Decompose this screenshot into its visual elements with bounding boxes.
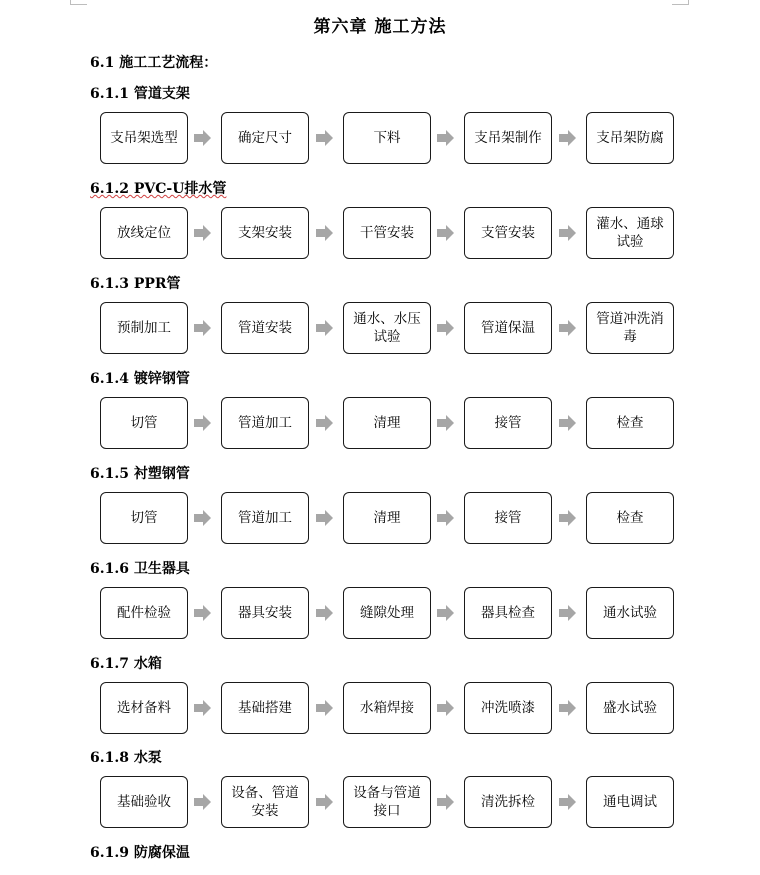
arrow-right-icon: [316, 414, 334, 432]
arrow-right-icon: [194, 319, 212, 337]
arrow-right-icon: [194, 224, 212, 242]
process-step-box: 管道加工: [221, 492, 309, 544]
process-step-box: 器具安装: [221, 587, 309, 639]
process-step-box: 灌水、通球试验: [586, 207, 674, 259]
process-flow-row: [100, 587, 674, 641]
chapter-title: 第六章 施工方法: [313, 17, 447, 37]
process-step-box: 冲洗喷漆: [464, 682, 552, 734]
process-step-box: 基础搭建: [221, 682, 309, 734]
process-step-box: 支吊架选型: [100, 112, 188, 164]
subsection-heading: [90, 558, 190, 578]
process-step-box: 管道保温: [464, 302, 552, 354]
arrow-right-icon: [194, 699, 212, 717]
subsection-heading: [90, 747, 162, 767]
arrow-right-icon: [194, 604, 212, 622]
subsection-heading-text: 6.1.5 衬塑钢管: [90, 466, 190, 482]
subsection-heading: [90, 178, 226, 198]
arrow-right-icon: [316, 699, 334, 717]
arrow-right-icon: [437, 129, 455, 147]
subsection-heading-text: 6.1.3 PPR管: [90, 276, 181, 292]
arrow-right-icon: [437, 509, 455, 527]
arrow-right-icon: [559, 414, 577, 432]
process-step-box: 清理: [343, 397, 431, 449]
process-step-box: 接管: [464, 492, 552, 544]
process-step-box: 支吊架防腐: [586, 112, 674, 164]
process-step-box: 器具检查: [464, 587, 552, 639]
subsection-heading-text: 6.1.4 镀锌钢管: [90, 371, 190, 387]
process-step-box: 选材备料: [100, 682, 188, 734]
arrow-right-icon: [316, 604, 334, 622]
arrow-right-icon: [559, 793, 577, 811]
arrow-right-icon: [437, 414, 455, 432]
arrow-right-icon: [194, 414, 212, 432]
arrow-right-icon: [194, 793, 212, 811]
arrow-right-icon: [437, 793, 455, 811]
process-step-box: 切管: [100, 492, 188, 544]
process-step-box: 清理: [343, 492, 431, 544]
arrow-right-icon: [559, 509, 577, 527]
process-step-box: 管道安装: [221, 302, 309, 354]
subsection-heading-text: 6.1.2 PVC-U排水管: [90, 181, 227, 197]
process-step-box: 通水试验: [586, 587, 674, 639]
process-flow-row: [100, 776, 674, 830]
process-step-box: 设备、管道安装: [221, 776, 309, 828]
arrow-right-icon: [437, 224, 455, 242]
process-step-box: 确定尺寸: [221, 112, 309, 164]
section-heading: 6.1 施工工艺流程：: [90, 55, 218, 71]
process-flow-row: [100, 112, 674, 166]
process-flow-row: [100, 397, 674, 451]
process-step-box: 切管: [100, 397, 188, 449]
page-corner-mark-right: [672, 0, 689, 5]
arrow-right-icon: [559, 699, 577, 717]
process-step-box: 放线定位: [100, 207, 188, 259]
subsection-heading: [90, 273, 181, 293]
process-step-box: 支架安装: [221, 207, 309, 259]
arrow-right-icon: [559, 224, 577, 242]
arrow-right-icon: [437, 604, 455, 622]
process-step-box: 通电调试: [586, 776, 674, 828]
subsection-heading: [90, 83, 190, 103]
process-step-box: 盛水试验: [586, 682, 674, 734]
arrow-right-icon: [316, 129, 334, 147]
arrow-right-icon: [437, 319, 455, 337]
process-flow-row: [100, 492, 674, 546]
process-step-box: 管道冲洗消毒: [586, 302, 674, 354]
process-step-box: 缝隙处理: [343, 587, 431, 639]
subsection-heading-text: 6.1.6 卫生器具: [90, 561, 190, 577]
page-corner-mark-left: [70, 0, 87, 5]
process-step-box: 下料: [343, 112, 431, 164]
process-step-box: 水箱焊接: [343, 682, 431, 734]
process-flow-row: [100, 207, 674, 261]
arrow-right-icon: [559, 319, 577, 337]
process-step-box: 设备与管道接口: [343, 776, 431, 828]
arrow-right-icon: [316, 509, 334, 527]
process-step-box: 支吊架制作: [464, 112, 552, 164]
process-step-box: 干管安装: [343, 207, 431, 259]
subsection-heading-text: 6.1.7 水箱: [90, 656, 162, 672]
process-step-box: 接管: [464, 397, 552, 449]
arrow-right-icon: [316, 224, 334, 242]
subsection-heading: [90, 463, 190, 483]
arrow-right-icon: [559, 129, 577, 147]
process-step-box: 通水、水压试验: [343, 302, 431, 354]
subsection-heading: [90, 368, 190, 388]
process-flow-row: [100, 682, 674, 736]
subsection-heading-text: 6.1.8 水泵: [90, 750, 162, 766]
subsection-heading-text: 6.1.1 管道支架: [90, 86, 190, 102]
process-step-box: 检查: [586, 397, 674, 449]
process-step-box: 配件检验: [100, 587, 188, 639]
arrow-right-icon: [316, 793, 334, 811]
subsection-heading-6-1-9: 6.1.9 防腐保温: [90, 845, 190, 861]
arrow-right-icon: [437, 699, 455, 717]
arrow-right-icon: [194, 509, 212, 527]
arrow-right-icon: [559, 604, 577, 622]
subsection-heading: [90, 653, 162, 673]
process-step-box: 支管安装: [464, 207, 552, 259]
process-step-box: 管道加工: [221, 397, 309, 449]
process-step-box: 预制加工: [100, 302, 188, 354]
process-step-box: 基础验收: [100, 776, 188, 828]
process-flow-row: [100, 302, 674, 356]
process-step-box: 清洗拆检: [464, 776, 552, 828]
arrow-right-icon: [194, 129, 212, 147]
arrow-right-icon: [316, 319, 334, 337]
process-step-box: 检查: [586, 492, 674, 544]
